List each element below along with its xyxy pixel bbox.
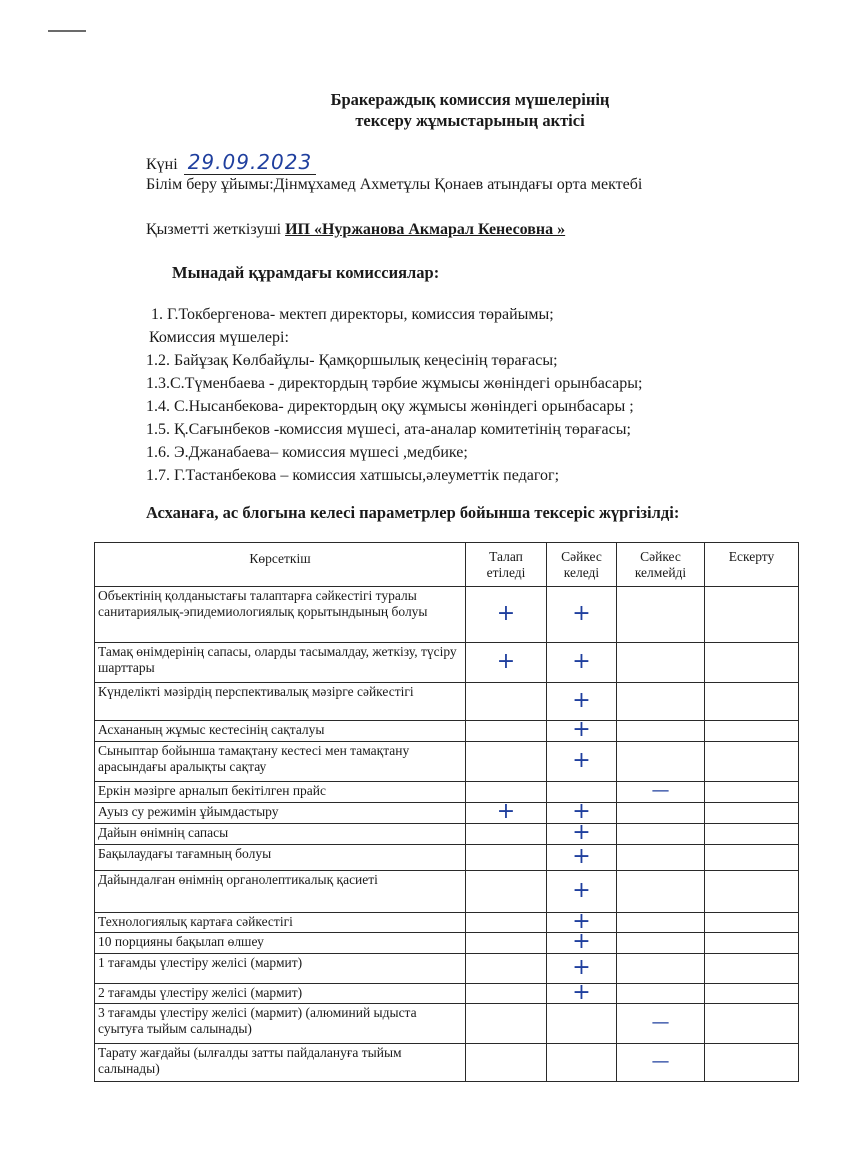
date-value: 29.09.2023 <box>184 150 317 175</box>
note-cell <box>705 871 799 913</box>
column-header-indicator: Көрсеткіш <box>95 543 466 587</box>
note-cell <box>705 933 799 954</box>
member-line: 1.7. Г.Тастанбекова – комиссия хатшысы,әлеуметтік педагог; <box>146 467 560 484</box>
commission-heading: Мынадай құрамдағы комиссиялар: <box>172 263 440 282</box>
table-row <box>95 871 799 913</box>
indicator-cell: Ауыз су режимін ұйымдастыру <box>95 803 466 824</box>
member-line: Комиссия мүшелері: <box>149 329 289 346</box>
compliant-mark: + <box>572 687 591 713</box>
note-cell <box>705 721 799 742</box>
inspection-table <box>94 542 799 1082</box>
supplier-line <box>146 221 565 239</box>
note-cell <box>705 824 799 845</box>
table-row <box>95 1004 799 1044</box>
note-cell <box>705 643 799 683</box>
note-cell <box>705 803 799 824</box>
note-cell <box>705 984 799 1004</box>
note-cell <box>705 587 799 643</box>
date-label: Күні <box>146 156 178 173</box>
compliant-mark: + <box>572 979 591 1005</box>
compliant-mark: + <box>572 954 591 980</box>
column-header-compliant: Сәйкес келеді <box>547 543 617 587</box>
noncompliant-mark: — <box>651 780 670 801</box>
indicator-cell: 1 тағамды үлестіру желісі (мармит) <box>95 954 466 984</box>
table-row <box>95 587 799 643</box>
note-cell <box>705 782 799 803</box>
table-row <box>95 933 799 954</box>
organization-line: Білім беру ұйымы:Дінмұхамед Ахметұлы Қонаев атындағы орта мектебі <box>146 176 643 193</box>
table-row <box>95 824 799 845</box>
noncompliant-mark: — <box>651 1050 670 1072</box>
scan-mark <box>48 30 86 32</box>
member-line: 1.2. Байұзақ Көлбайұлы- Қамқоршылық кеңесінің төрағасы; <box>146 352 558 369</box>
column-header-noncompliant: Сәйкес келмейді <box>617 543 705 587</box>
note-cell <box>705 1044 799 1082</box>
table-row <box>95 984 799 1004</box>
supplier-label: Қызметті жеткізуші <box>146 221 282 238</box>
note-cell <box>705 954 799 984</box>
column-header-required: Талап етіледі <box>466 543 547 587</box>
compliant-mark: + <box>572 929 591 954</box>
indicator-cell: Бақылаудағы тағамның болуы <box>95 845 466 871</box>
table-row <box>95 643 799 683</box>
table-header-row <box>95 543 799 587</box>
indicator-cell: Күнделікті мәзірдің перспективалық мәзірге сәйкестігі <box>95 683 466 721</box>
compliant-mark: + <box>572 799 591 824</box>
note-cell <box>705 1004 799 1044</box>
indicator-cell: Сыныптар бойынша тамақтану кестесі мен тамақтану арасындағы аралықты сақтау <box>95 742 466 782</box>
indicator-cell: 10 порцияны бақылап өлшеу <box>95 933 466 954</box>
indicator-cell: 3 тағамды үлестіру желісі (мармит) (алюминий ыдыста суытуға тыйым салынады) <box>95 1004 466 1044</box>
document-title-line-2: тексеру жұмыстарының актісі <box>355 111 585 130</box>
required-mark: + <box>496 648 516 674</box>
column-header-note: Ескерту <box>705 543 799 587</box>
indicator-cell: Тамақ өнімдерінің сапасы, оларды тасымалдау, жеткізу, түсіру шарттары <box>95 643 466 683</box>
note-cell <box>705 742 799 782</box>
date-line <box>146 150 316 175</box>
compliant-mark: + <box>572 747 591 773</box>
indicator-cell: Тарату жағдайы (ылғалды затты пайдалануға тыйым салынады) <box>95 1044 466 1082</box>
member-line: 1. Г.Токбергенова- мектеп директоры, комиссия төрайымы; <box>151 306 554 323</box>
compliant-mark: + <box>572 820 591 845</box>
indicator-cell: Дайындалған өнімнің органолептикалық қасиеті <box>95 871 466 913</box>
table-row <box>95 742 799 782</box>
compliant-mark: + <box>572 600 591 626</box>
member-line: 1.6. Э.Джанабаева– комиссия мүшесі ,медбике; <box>146 444 468 461</box>
compliant-mark: + <box>572 877 591 903</box>
table-row <box>95 1044 799 1082</box>
table-row <box>95 913 799 933</box>
required-mark: + <box>496 799 516 824</box>
noncompliant-mark: — <box>651 1011 670 1033</box>
indicator-cell: Дайын өнімнің сапасы <box>95 824 466 845</box>
indicator-cell: Асхананың жұмыс кестесінің сақталуы <box>95 721 466 742</box>
inspection-heading: Асханаға, ас блогына келесі параметрлер бойынша тексеріс жүргізілді: <box>146 503 680 522</box>
note-cell <box>705 913 799 933</box>
note-cell <box>705 683 799 721</box>
table-row <box>95 803 799 824</box>
member-line: 1.4. С.Нысанбекова- директордың оқу жұмысы жөніндегі орынбасары ; <box>146 398 634 415</box>
member-line: 1.3.С.Түменбаева - директордың тәрбие жұмысы жөніндегі орынбасары; <box>146 375 643 392</box>
indicator-cell: Технологиялық картаға сәйкестігі <box>95 913 466 933</box>
compliant-mark: + <box>572 908 591 934</box>
required-mark: + <box>496 600 516 626</box>
table-row <box>95 954 799 984</box>
table-row <box>95 782 799 803</box>
table-row <box>95 721 799 742</box>
indicator-cell: Объектінің қолданыстағы талаптарға сәйкестігі туралы санитариялық-эпидемиологиялық қорытындының болуы <box>95 587 466 643</box>
compliant-mark: + <box>572 648 591 674</box>
table-row <box>95 845 799 871</box>
indicator-cell: Еркін мәзірге арналып бекітілген прайс <box>95 782 466 803</box>
indicator-cell: 2 тағамды үлестіру желісі (мармит) <box>95 984 466 1004</box>
compliant-mark: + <box>572 843 591 869</box>
supplier-name: ИП «Нуржанова Акмарал Кенесовна » <box>285 221 566 238</box>
note-cell <box>705 845 799 871</box>
table-row <box>95 683 799 721</box>
document-title-line-1: Бракераждық комиссия мүшелерінің <box>330 90 610 109</box>
compliant-mark: + <box>572 717 591 742</box>
member-line: 1.5. Қ.Сағынбеков -комиссия мүшесі, ата-аналар комитетінің төрағасы; <box>146 421 631 438</box>
